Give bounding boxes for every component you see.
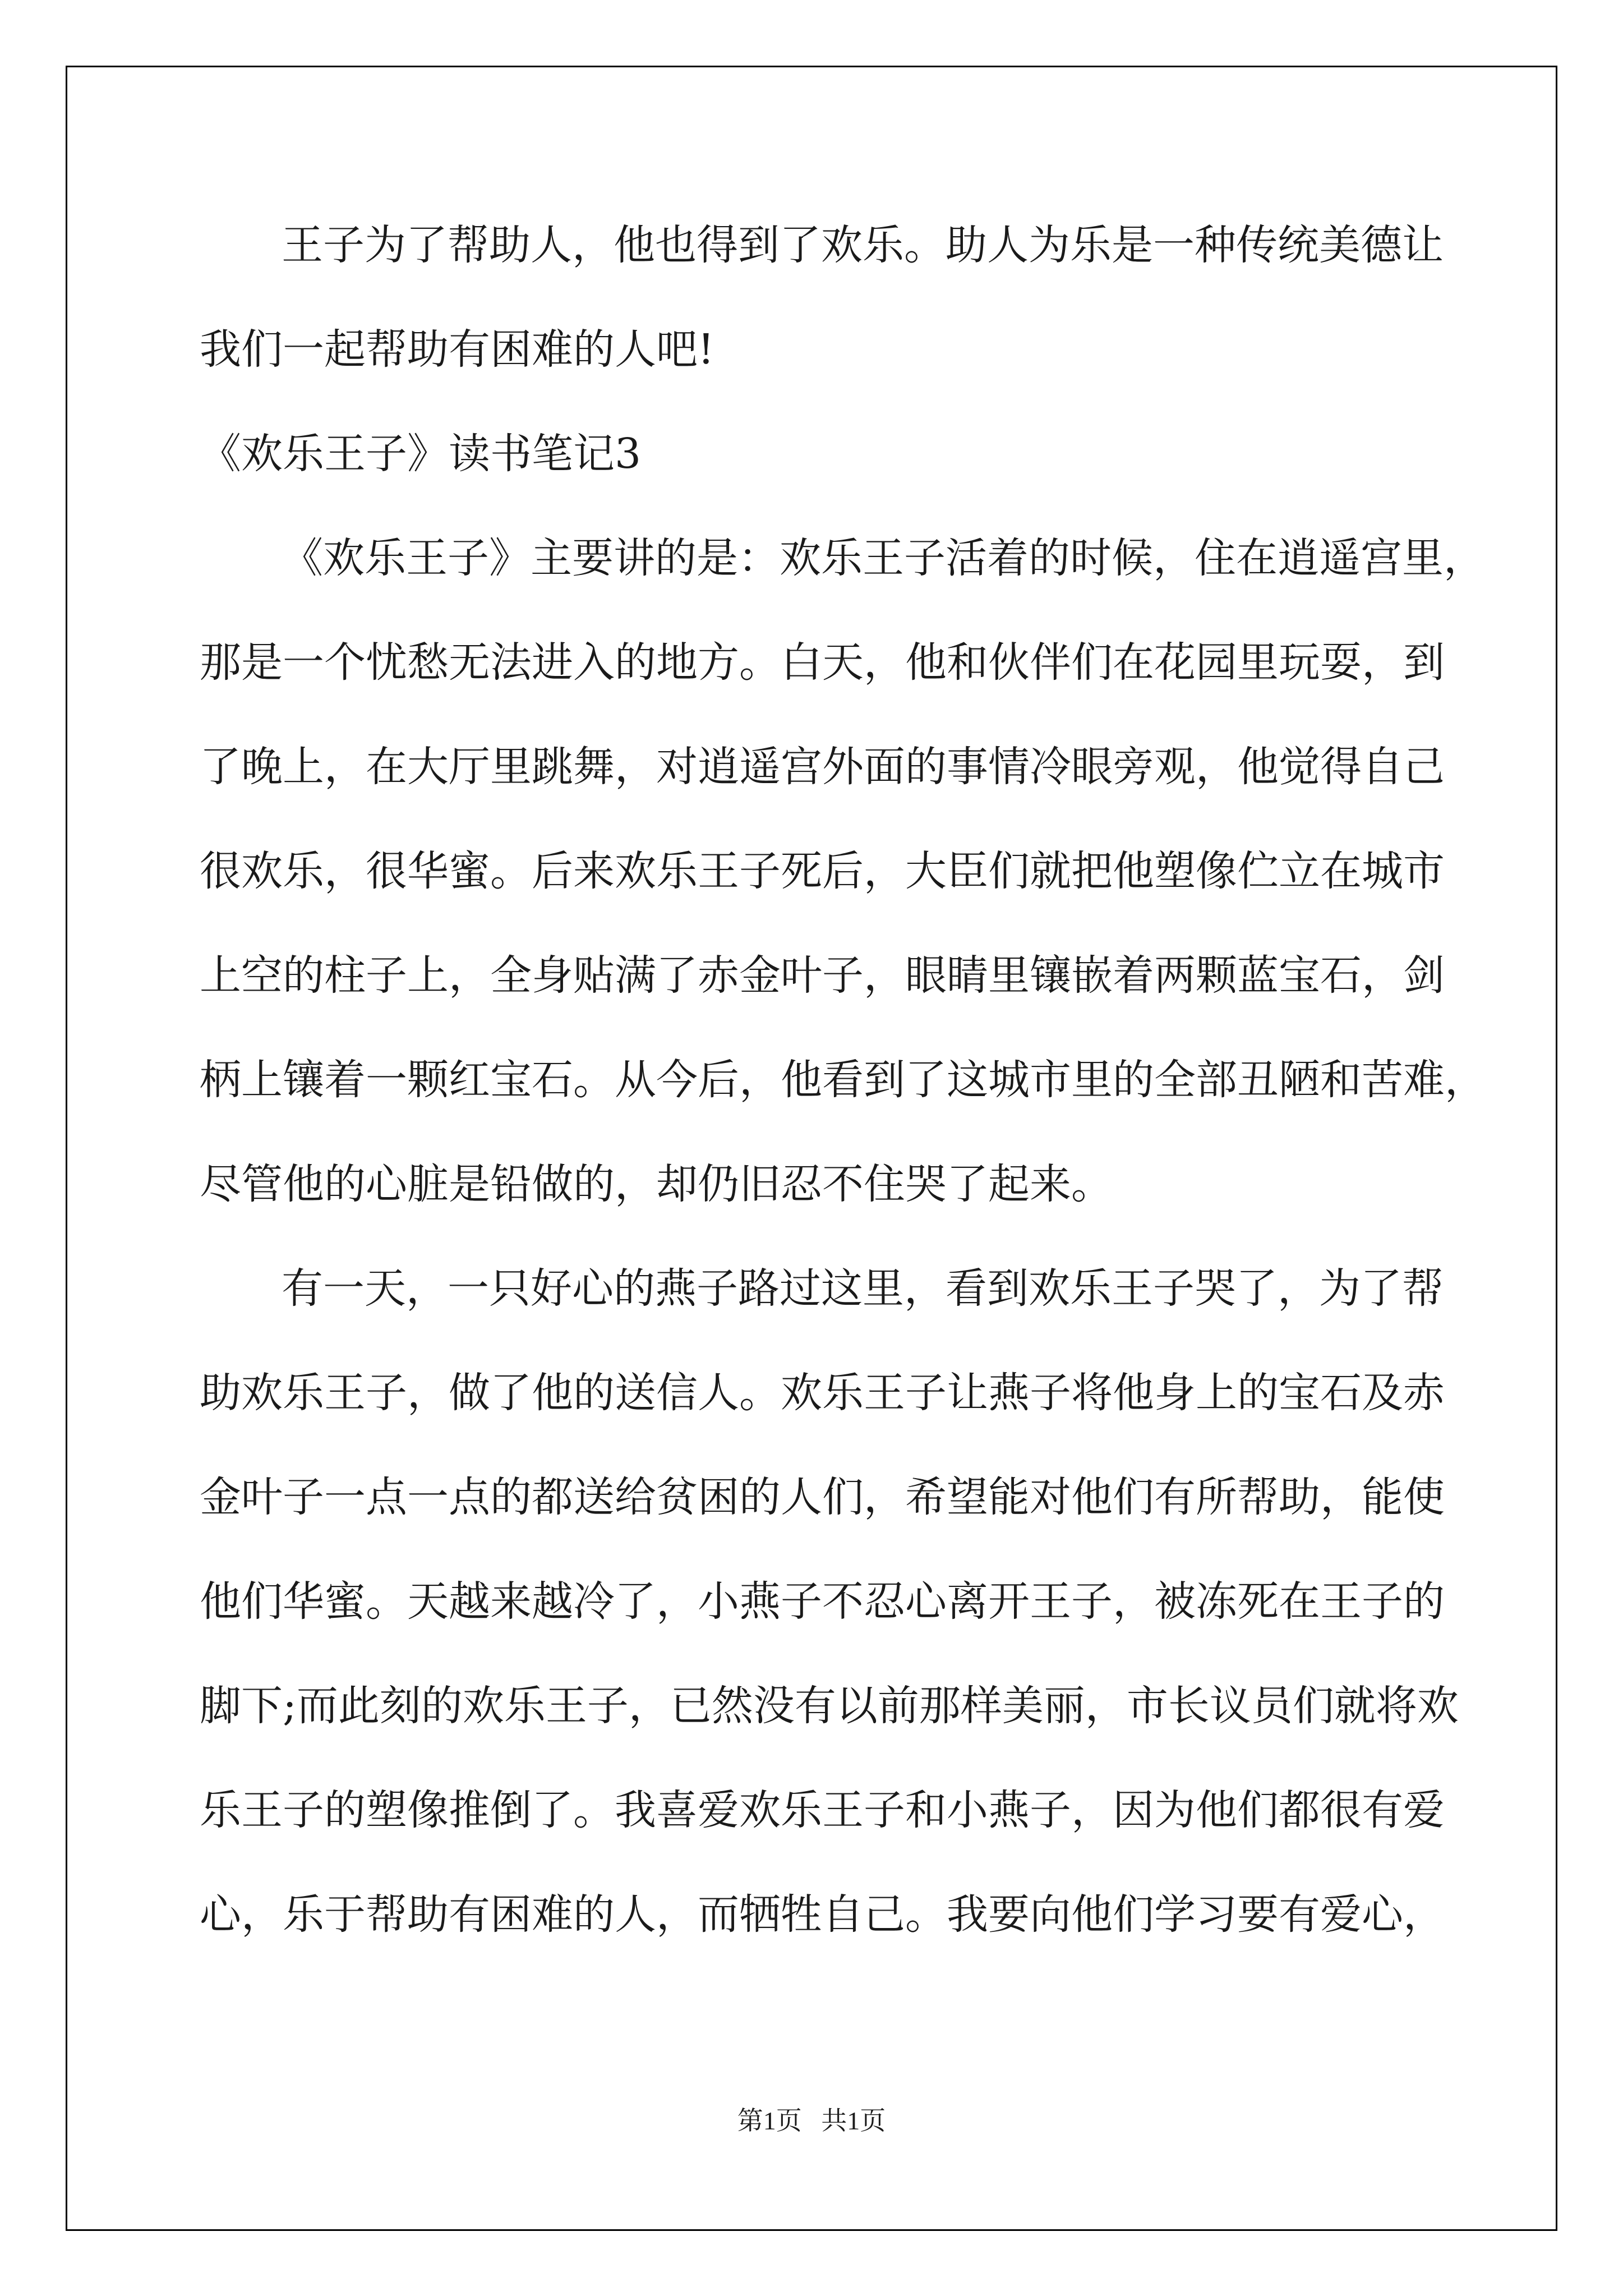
paragraph-line: 《欢乐王子》主要讲的是：欢乐王子活着的时候，住在逍遥宫里， [282,534,1485,582]
paragraph-line: 助欢乐王子，做了他的送信人。欢乐王子让燕子将他身上的宝石及赤 [200,1369,1445,1417]
paragraph-line: 乐王子的塑像推倒了。我喜爱欢乐王子和小燕子，因为他们都很有爱 [200,1786,1445,1834]
paragraph-line: 心，乐于帮助有困难的人，而牺牲自己。我要向他们学习要有爱心， [200,1890,1445,1939]
paragraph-line: 王子为了帮助人，他也得到了欢乐。助人为乐是一种传统美德让 [282,221,1444,269]
paragraph-line: 尽管他的心脏是铅做的，却仍旧忍不住哭了起来。 [200,1160,1113,1208]
paragraph-line: 那是一个忧愁无法进入的地方。白天，他和伙伴们在花园里玩耍，到 [200,638,1445,687]
paragraph-line: 很欢乐，很华蜜。后来欢乐王子死后，大臣们就把他塑像伫立在城市 [200,847,1445,895]
page-number-footer: 第1页 共1页 [737,2106,886,2135]
paragraph-line: 柄上镶着一颗红宝石。从今后，他看到了这城市里的全部丑陋和苦难， [200,1056,1486,1104]
document-body [200,212,1486,1986]
paragraph-line: 脚下;而此刻的欢乐王子，已然没有以前那样美丽，市长议员们就将欢 [200,1682,1459,1730]
paragraph-line: 他们华蜜。天越来越冷了，小燕子不忍心离开王子，被冻死在王子的 [200,1577,1445,1626]
paragraph-line: 了晚上，在大厅里跳舞，对逍遥宫外面的事情冷眼旁观，他觉得自己 [200,743,1445,791]
paragraph-line: 上空的柱子上，全身贴满了赤金叶子，眼睛里镶嵌着两颗蓝宝石，剑 [200,951,1445,1000]
paragraph-line: 我们一起帮助有困难的人吧! [200,325,714,374]
paragraph-line: 有一天，一只好心的燕子路过这里，看到欢乐王子哭了，为了帮 [282,1264,1444,1313]
paragraph-line: 金叶子一点一点的都送给贫困的人们，希望能对他们有所帮助，能使 [200,1473,1445,1521]
section-heading: 《欢乐王子》读书笔记3 [200,430,642,478]
